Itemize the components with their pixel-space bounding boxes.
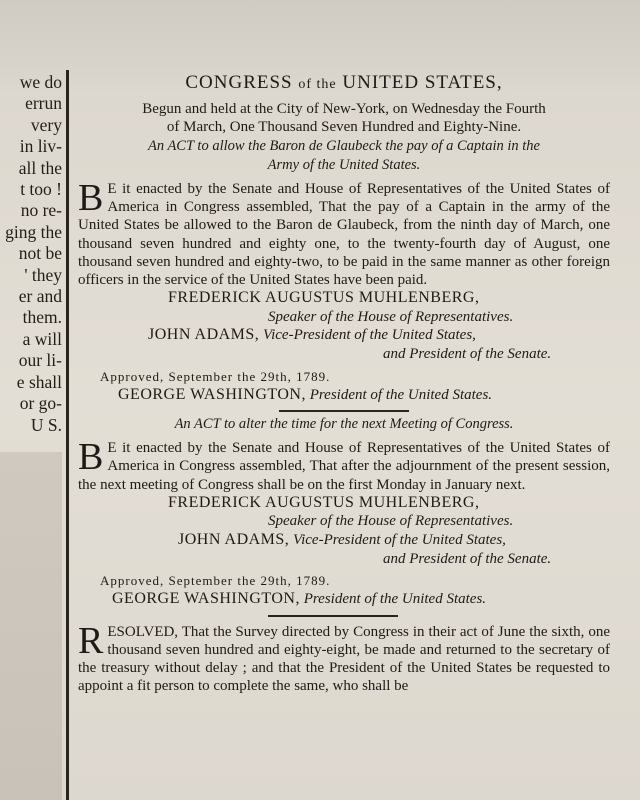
signature-4 <box>78 531 610 550</box>
left-line: no re- <box>20 200 62 221</box>
signature-1-name: FREDERICK AUGUSTUS MUHLENBERG, <box>168 289 480 307</box>
resolved-dropcap: R <box>78 619 104 662</box>
signature-2-title-2: and President of the Senate. <box>383 346 552 362</box>
signature-1-title: Speaker of the House of Representatives. <box>268 308 514 325</box>
left-line: we do <box>19 72 62 92</box>
subtitle-line-1: Begun and held at the City of New-York, on Wednesday the Fourth <box>142 101 546 117</box>
left-line: or go- <box>19 393 62 414</box>
left-line: ' they <box>24 264 62 285</box>
main-column <box>78 72 610 696</box>
left-line: our li- <box>18 350 62 371</box>
resolved-text: ESOLVED, That the Survey directed by Congress in their act of June the sixth, one thousand seven hundred and eighty-eight, be made and returned to the secretary of the treasury without delay ; and that the President of the United States be requested to appoint a fit person to complete the same, who shall be <box>78 623 610 695</box>
left-line: t too ! <box>20 179 62 200</box>
column-rule <box>66 70 69 800</box>
act2-dropcap: B <box>78 436 104 479</box>
left-line: ging the <box>5 221 62 242</box>
left-line: in liv- <box>19 136 62 157</box>
left-line: not be <box>18 243 62 264</box>
page-title <box>78 72 610 96</box>
title-united-states: UNITED STATES, <box>342 72 503 93</box>
left-line: er and <box>18 286 62 307</box>
left-column-margin <box>0 452 62 800</box>
signature-3-name: FREDERICK AUGUSTUS MUHLENBERG, <box>168 493 480 511</box>
left-line: e shall <box>16 371 62 392</box>
act2-title: An ACT to alter the time for the next Meeting of Congress. <box>174 416 514 433</box>
act2-text: E it enacted by the Senate and House of Representatives of the United States of America in Congress assembled, That after the adjournment of the present session, the next meeting of Congress shall be on the first Monday in January next. <box>78 440 610 493</box>
signature-2-title: Vice-President of the United States, <box>263 327 476 344</box>
washington-1-title: President of the United States. <box>309 386 493 403</box>
approved-1: Approved, September the 29th, 1789. <box>100 368 331 384</box>
act1-title-line-2: Army of the United States. <box>267 157 421 173</box>
left-line: errun <box>25 93 62 114</box>
act1-text: E it enacted by the Senate and House of Representatives of the United States of America in Congress assembled, That the pay of a Captain in the army of the United States be allowed to the Baron de Glaubeck, from the ninth day of March, one thousand seven hundred and eighty one, to the twenty-fourth day of August, one thousand seven hundred and eighty-two, to be paid in the same manner as other foreign officers in the service of the United States have been paid. <box>78 181 610 289</box>
act1-dropcap: B <box>78 177 104 219</box>
act1-title-line-1: An ACT to allow the Baron de Glaubeck the pay of a Captain in the <box>147 138 540 154</box>
title-of-the: of the <box>298 77 337 92</box>
left-column-fragment <box>0 72 62 452</box>
signature-4-title-2: and President of the Senate. <box>383 550 552 567</box>
signature-4-name: JOHN ADAMS, <box>178 530 290 548</box>
section-divider-2 <box>268 615 398 617</box>
signature-3-title: Speaker of the House of Representatives. <box>268 513 514 530</box>
signature-4-title: Vice-President of the United States, <box>293 531 506 548</box>
washington-2 <box>78 590 610 609</box>
act2-body <box>78 436 610 494</box>
left-line: all the <box>18 157 62 178</box>
washington-2-name: GEORGE WASHINGTON, <box>112 590 300 608</box>
title-congress: CONGRESS <box>185 72 293 93</box>
left-line: a will <box>22 328 62 349</box>
washington-1-name: GEORGE WASHINGTON, <box>118 385 306 403</box>
resolved-body <box>78 619 610 696</box>
subtitle-line-2: of March, One Thousand Seven Hundred and Eighty-Nine. <box>166 119 522 135</box>
approved-2: Approved, September the 29th, 1789. <box>100 573 331 589</box>
left-line: them. <box>22 307 62 328</box>
left-line: very <box>30 114 62 135</box>
section-divider-1 <box>279 410 409 412</box>
act1-body <box>78 177 610 289</box>
washington-1 <box>78 386 610 405</box>
signature-2 <box>78 326 610 345</box>
washington-2-title: President of the United States. <box>303 591 487 608</box>
left-line: U S. <box>30 414 62 435</box>
signature-2-name: JOHN ADAMS, <box>148 326 260 344</box>
